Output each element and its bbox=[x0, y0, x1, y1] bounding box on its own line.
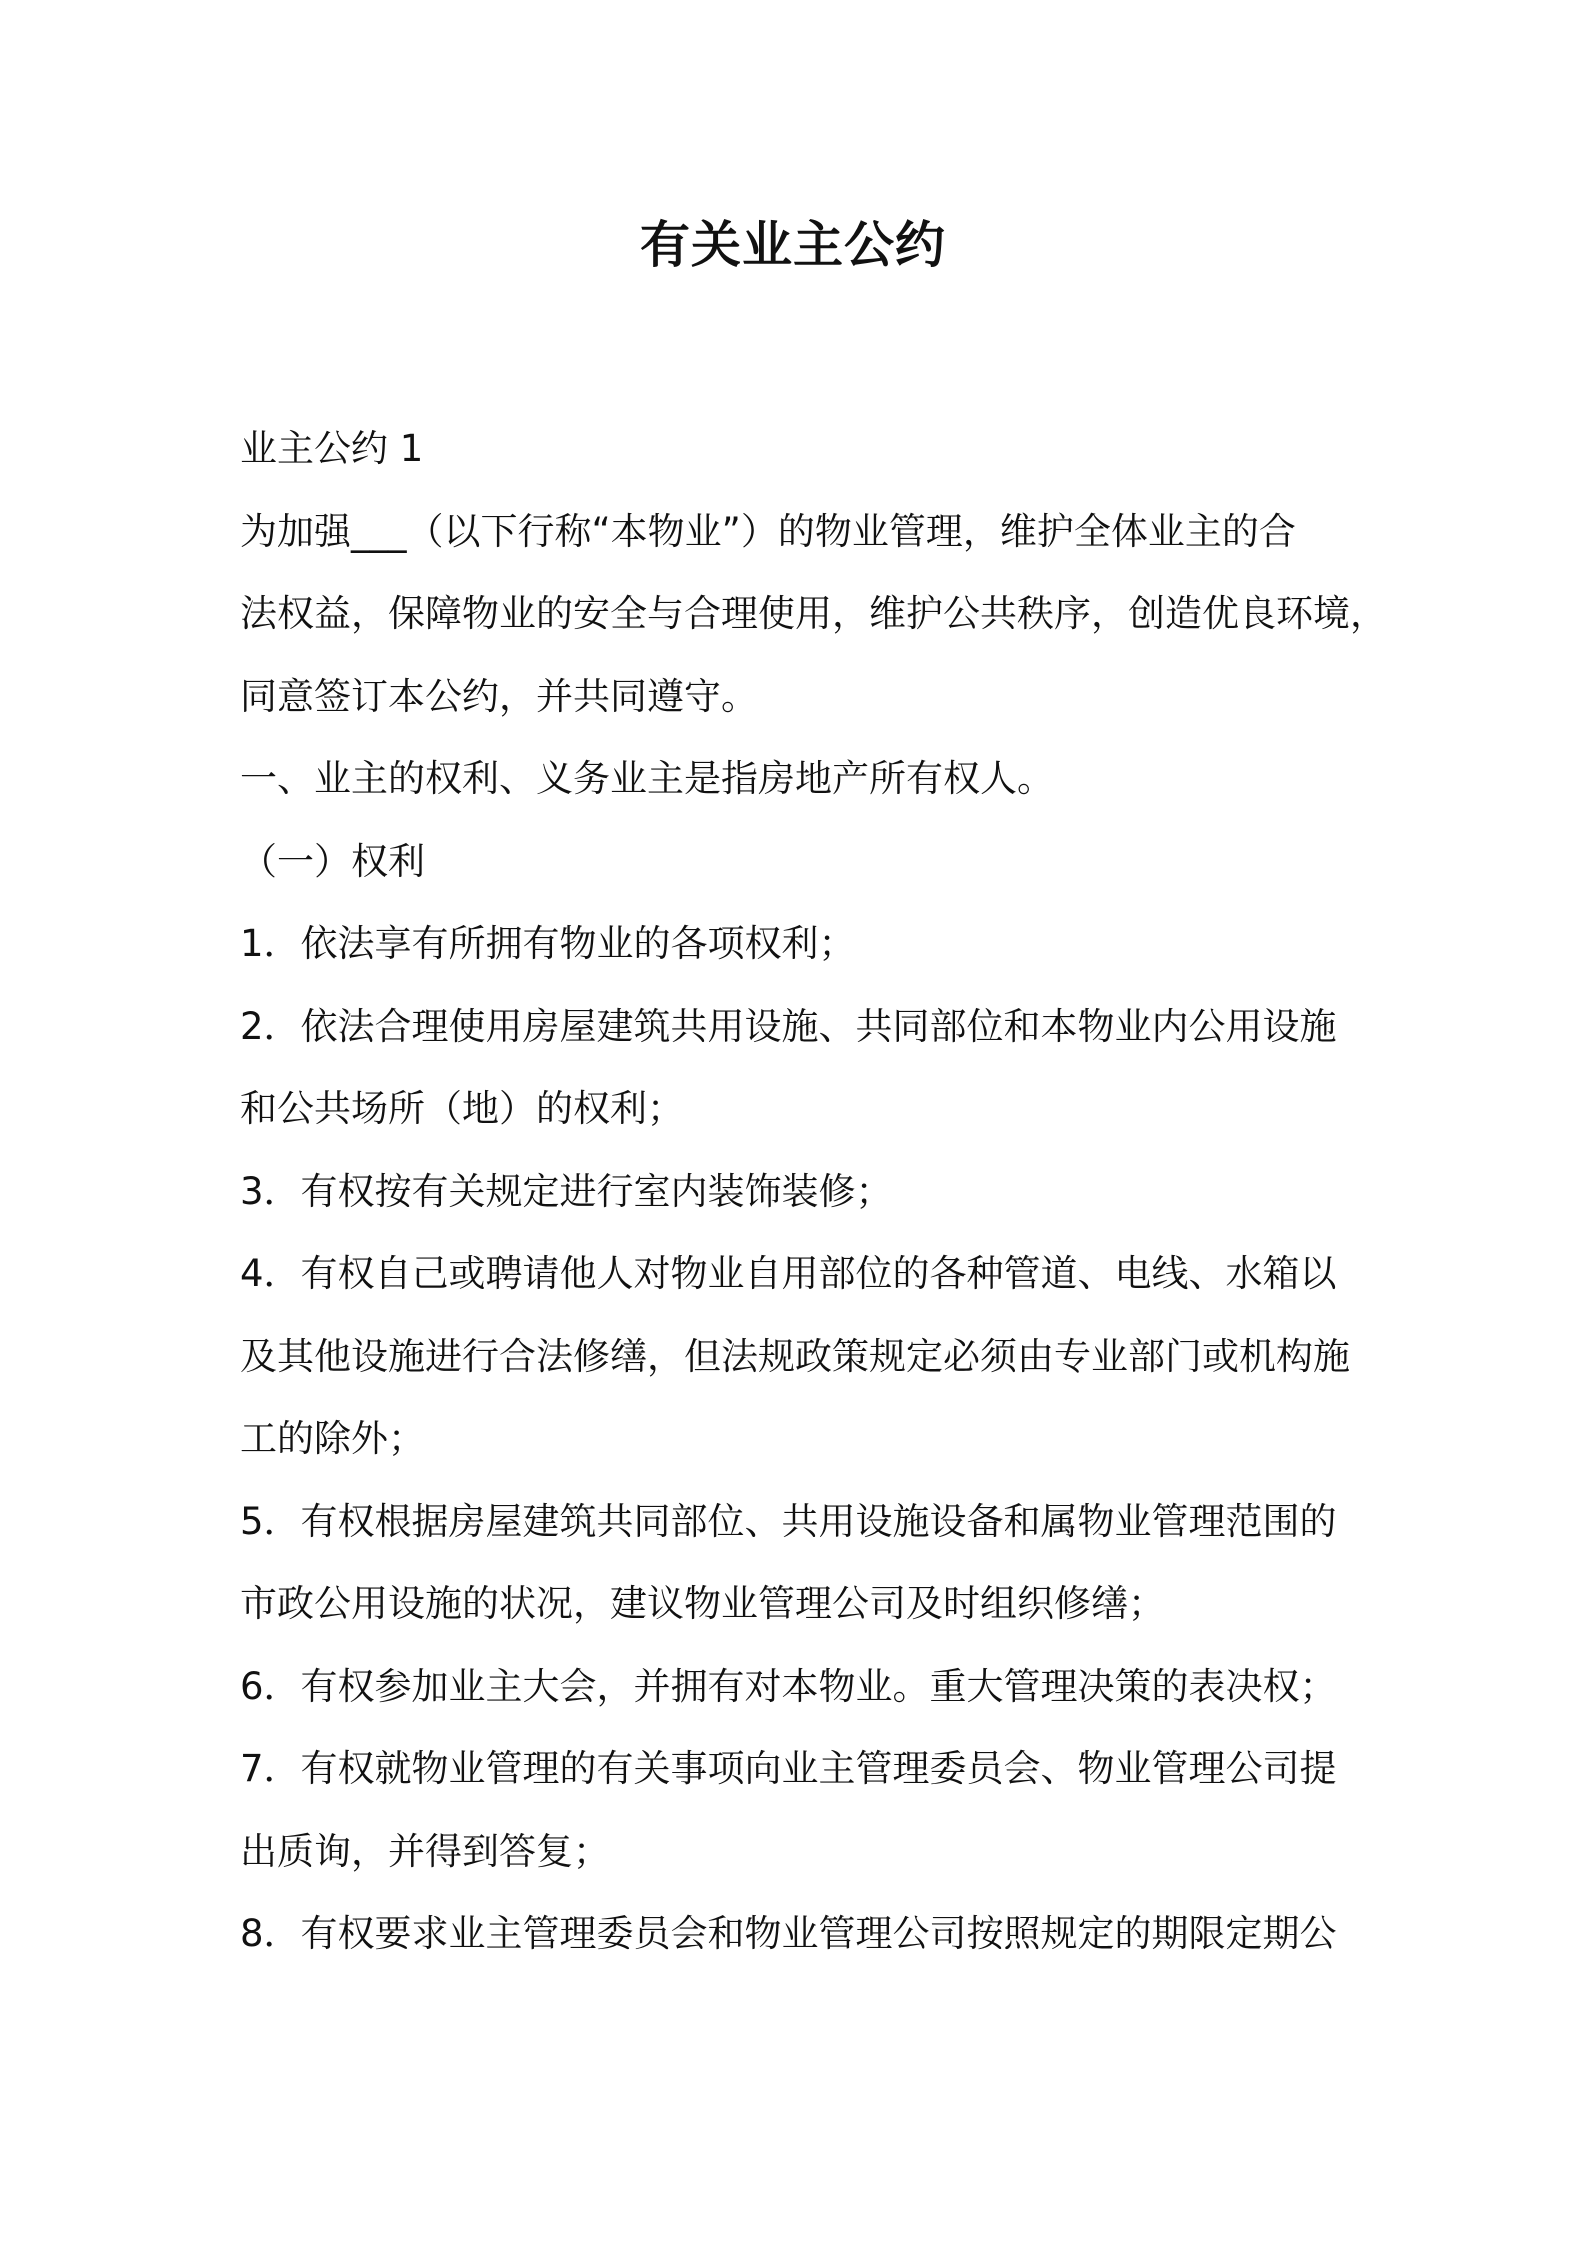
list-item: 1．依法享有所拥有物业的各项权利； bbox=[240, 922, 856, 965]
document-title: 有关业主公约 bbox=[640, 216, 946, 274]
subsection-heading: （一）权利 bbox=[240, 839, 425, 883]
section-heading: 一、业主的权利、义务业主是指房地产所有权人。 bbox=[240, 757, 1054, 800]
list-item: 4．有权自己或聘请他人对物业自用部位的各种管道、电线、水箱以 bbox=[240, 1252, 1337, 1295]
list-item: 2．依法合理使用房屋建筑共用设施、共同部位和本物业内公用设施 bbox=[240, 1004, 1337, 1048]
list-item-continuation: 市政公用设施的状况，建议物业管理公司及时组织修缮； bbox=[240, 1582, 1165, 1625]
list-item: 3．有权按有关规定进行室内装饰装修； bbox=[240, 1169, 893, 1213]
list-item: 7．有权就物业管理的有关事项向业主管理委员会、物业管理公司提 bbox=[240, 1747, 1337, 1790]
document-body bbox=[240, 408, 1387, 1976]
list-item: 6．有权参加业主大会，并拥有对本物业。重大管理决策的表决权； bbox=[240, 1664, 1337, 1708]
list-item-continuation: 和公共场所（地）的权利； bbox=[240, 1087, 684, 1130]
paragraph-line: 法权益，保障物业的安全与合理使用，维护公共秩序，创造优良环境， bbox=[240, 592, 1387, 635]
list-item-continuation: 及其他设施进行合法修缮，但法规政策规定必须由专业部门或机构施 bbox=[240, 1334, 1350, 1378]
section-heading: 业主公约 1 bbox=[240, 427, 424, 470]
paragraph-line: 为加强___（以下行称“本物业”）的物业管理，维护全体业主的合 bbox=[240, 509, 1296, 553]
list-item-continuation: 出质询，并得到答复； bbox=[240, 1829, 610, 1873]
paragraph-line: 同意签订本公约，并共同遵守。 bbox=[240, 674, 758, 718]
list-item-continuation: 工的除外； bbox=[240, 1417, 425, 1460]
list-item: 5．有权根据房屋建筑共同部位、共用设施设备和属物业管理范围的 bbox=[240, 1499, 1337, 1543]
list-item: 8．有权要求业主管理委员会和物业管理公司按照规定的期限定期公 bbox=[240, 1912, 1337, 1955]
